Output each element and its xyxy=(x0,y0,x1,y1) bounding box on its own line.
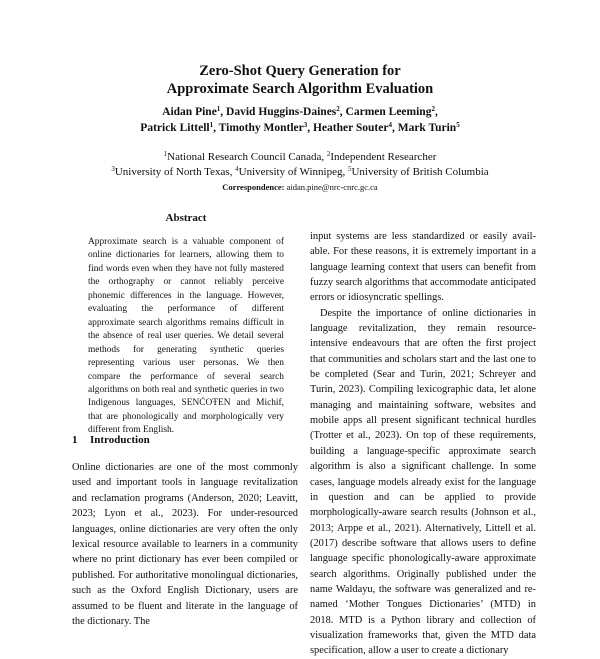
affil-sup: 2 xyxy=(326,150,331,158)
author-name: Heather Souter xyxy=(312,122,389,134)
author-sup: 1 xyxy=(209,121,214,129)
paper-title xyxy=(0,62,600,98)
correspondence-label: Correspondence: xyxy=(222,182,285,192)
affil-sup: 5 xyxy=(347,165,352,173)
affil-name: University of North Texas xyxy=(114,166,230,178)
author-sup: 4 xyxy=(388,121,392,129)
abstract-heading: Abstract xyxy=(165,212,207,224)
author-sup: 5 xyxy=(456,121,460,129)
section-number: 1 xyxy=(72,434,78,446)
author-line-1: Aidan Pine$^1$, David Huggins-Daines$^2$, Carmen Leeming$^2$, xyxy=(162,105,438,118)
author-name: David Huggins-Daines xyxy=(226,106,337,118)
affil-sup: 3 xyxy=(111,165,115,173)
affiliations xyxy=(0,150,600,195)
author-sup: 1 xyxy=(216,105,221,113)
right-column-body xyxy=(310,229,536,659)
left-column-body xyxy=(72,460,298,629)
author-line-2: Patrick Littell$^1$, Timothy Montler$^3$, Heather Souter$^4$, Mark Turin$^5$ xyxy=(140,121,460,134)
affil-sup: 1 xyxy=(163,150,168,158)
author-name: Mark Turin xyxy=(397,122,457,134)
author-sup: 3 xyxy=(303,121,308,129)
author-list xyxy=(0,104,600,136)
affil-sup: 4 xyxy=(235,165,239,173)
author-name: Timothy Montler xyxy=(218,122,304,134)
author-name: Patrick Littell xyxy=(140,122,210,134)
affil-name: University of Winnipeg xyxy=(238,166,343,178)
title-line-2: Approximate Search Algorithm Evaluation xyxy=(166,81,434,97)
author-sup: 2 xyxy=(336,105,340,113)
affil-name: National Research Council Canada xyxy=(167,151,322,163)
intro-paragraph-1: Online dictionaries are one of the most commonly used and important tools in language revitalization and reclamation programs (Anderson, 2020; Leavitt, 2023; Lyon et al., 2023). For under-resourced languages, online dictionaries are very often the only lexical resource available to learners in a community where no print dictionary has ever been compiled or published. For authoritative monolingual dictionaries, such as the Oxford English Dictionary, users are assumed to be fluent and literate in the language of the dictionary. The xyxy=(72,462,298,628)
affiliation-line-1: $^1$National Research Council Canada, $^2$Independent Researcher xyxy=(163,150,437,163)
correspondence-email[interactable]: aidan.pine@nrc-cnrc.gc.ca xyxy=(286,182,378,192)
author-name: Aidan Pine xyxy=(162,106,217,118)
intro-paragraph-continued: input systems are less standardized or easily available. For these reasons, it is extremely important in a language learning context that users can benefit from fuzzy search algorithms that accommodate anticipated errors or idiosyncratic spellings. xyxy=(310,231,536,304)
author-sup: 2 xyxy=(431,105,435,113)
section-heading xyxy=(72,434,300,446)
intro-paragraph-2: Despite the importance of online dictionaries in language revitalization, they remain resource-intensive endeavours that are often the first project that communities and scholars start and the last one to be completed (Sear and Turin, 2021; Schreyer and Turin, 2023). Compiling lexicographic data, let alone managing and maintaining software, websites and mobile apps all present significant technical hurdles (Trotter et al., 2023). On top of these requirements, building a language-specific approximate search algorithm is also a significant challenge. In some cases, language models already exist for the language in question and can be applied to provide morphologically-aware search results (Johnson et al., 2013; Arppe et al., 2021). Alternatively, Littell et al. (2017) describe software that allows users to define language specific phonologically-aware approximate search algorithms. Originally published under the name Waldayu, the software was generalized and renamed ‘Mother Tongues Dictionaries’ (MTD) in 2018. MTD is a Python library and collection of visualization frameworks that, given the MTD data specification, allow a user to create a dictionary xyxy=(310,307,536,657)
abstract-text: Approximate search is a valuable component of online dictionaries for learners, allowing them to find words even when they have not fully mastered the orthography or cannot reliably perceive phonemic differences in the language. However, evaluating the performance of different approximate search algorithms remains difficult in the absence of real user queries. We detail several methods for generating synthetic queries representing various user personas. We then compare the performance of several search algorithms on both real and synthetic queries in two Indigenous languages, SENĆOŦEN and Michif, that are phonologically and morphologically very different from English. xyxy=(88,237,284,436)
affil-name: University of British Columbia xyxy=(351,166,489,178)
affiliation-line-2: $^3$University of North Texas, $^4$University of Winnipeg, $^5$University of British Columbia xyxy=(111,165,489,178)
affil-name: Independent Researcher xyxy=(330,151,437,163)
author-name: Carmen Leeming xyxy=(345,106,432,118)
section-title: Introduction xyxy=(90,434,150,446)
correspondence xyxy=(0,180,600,195)
title-line-1: Zero-Shot Query Generation for xyxy=(199,63,401,79)
